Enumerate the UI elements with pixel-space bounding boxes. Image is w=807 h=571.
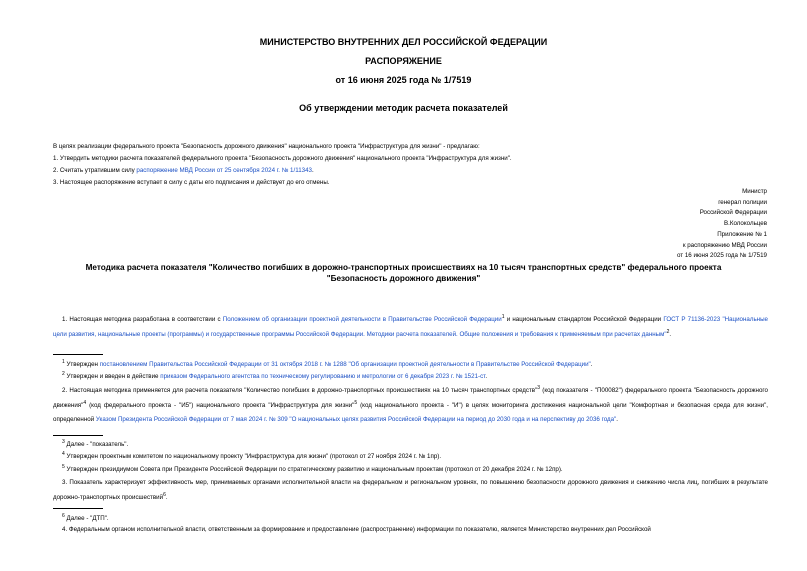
footnote-1-link[interactable]: постановлением Правительства Российской Федерации от 31 октября 2018 г. № 1288 "Об организации проектной деятельности в Правительстве Российской Федерации" — [99, 361, 591, 369]
gost-link[interactable]: ГОСТ Р 71136-2023 "Национальные цели развития, национальные проекты (программы) и государственные программы Российской Федерации. Методики расчета показателей. Общие положения и требования к применяемым при расчетах данным" — [53, 316, 768, 339]
footnote-ref-5[interactable]: 5 — [354, 400, 358, 407]
footnote-divider — [53, 354, 103, 355]
doc-date-number: от 16 июня 2025 года № 1/7519 — [335, 75, 472, 85]
decree-link[interactable]: Указом Президента Российской Федерации от 7 мая 2024 г. № 309 "О национальных целях развития Российской Федерации на период до 2030 года и на перспективу до 2036 года" — [95, 415, 617, 423]
footnote-divider — [53, 435, 103, 436]
ministry-heading: МИНИСТЕРСТВО ВНУТРЕННИХ ДЕЛ РОССИЙСКОЙ ФЕДЕРАЦИИ — [259, 37, 548, 47]
footnote-ref-1[interactable]: 1 — [501, 314, 505, 320]
footnote-2: $^2$ Утвержден и введен в действие приказом Федерального агентства по техническому регулированию и метрологии от 6 декабря 2023 г. № 1521-ст. — [62, 371, 488, 381]
paragraph-4: 4. Федеральным органом исполнительной власти, ответственным за формирование и предоставление (распространение) информации по показателю, является Министерство внутренних дел Российской — [62, 526, 651, 533]
order-item-3: 3. Настоящее распоряжение вступает в силу с даты его подписания и действует до его отмены. — [53, 179, 330, 186]
footnote-2-link[interactable]: приказом Федерального агентства по техническому регулированию и метрологии от 6 декабря 2023 г. № 1521-ст — [160, 373, 486, 381]
footnote-5: $^5$ Утвержден президиумом Совета при Президенте Российской Федерации по стратегическому развитию и национальным проектам (протокол от 20 декабря 2024 г. № 12пр). — [62, 464, 563, 474]
footnote-ref-2[interactable]: 2 — [666, 329, 670, 336]
method-title: Методика расчета показателя "Количество погибших в дорожно-транспортных происшествиях на 10 тысяч транспортных средств" федерального проекта "Безопасность дорожного движения" — [85, 263, 722, 283]
signature-country: Российской Федерации — [699, 209, 767, 217]
signature-block — [677, 187, 767, 262]
annex-date: от 16 июня 2025 года № 1/7519 — [676, 252, 767, 260]
footnote-4: $^4$ Утвержден проектным комитетом по национальному проекту "Инфраструктура для жизни" (протокол от 27 ноября 2024 г. № 1пр). — [62, 451, 442, 461]
paragraph-2: 2. Настоящая методика применяется для расчета показателя "Количество погибших в дорожно-транспортных происшествиях на 10 тысяч транспортных средств"$^3$ (код показателя - "П00082") федерального проекта "Безопасность дорожного движения"$^4$ (код федерального проекта - "И5") национального проекта "Инфраструктура для жизни"$^5$ (код национального проекта - "И") в целях мониторинга достижения национальной цели "Комфортная и безопасная среда для жизни", определенной Указом Президента Российской Федерации от 7 мая 2024 г. № 309 "О национальных целях развития Российской Федерации на период до 2030 года и на перспективу до 2036 года". — [53, 385, 768, 423]
preamble: В целях реализации федерального проекта "Безопасность дорожного движения" национального проекта "Инфраструктура для жизни" - предлагаю: — [53, 143, 480, 150]
annex-reference: к распоряжению МВД России — [682, 241, 767, 249]
signature-name: В.Колокольцев — [724, 220, 767, 228]
signature-position: Министр — [742, 188, 767, 195]
annex-number: Приложение № 1 — [717, 230, 767, 238]
footnote-3: $^3$ Далее - "показатель". — [62, 439, 129, 449]
footnote-divider — [53, 508, 103, 509]
paragraph-1: 1. Настоящая методика разработана в соответствии с Положением об организации проектной деятельности в Правительстве Российской Федерации$^1$ и национальным стандартом Российской Федерации ГОСТ Р 71136-2023 "Национальные цели развития, национальные проекты (программы) и государственные программы Российской Федерации. Методики расчета показателей. Общие положения и требования к применяемым при расчетах данным"$^2$. — [53, 314, 768, 339]
footnote-ref-6[interactable]: 6 — [163, 492, 166, 499]
order-item-2: 2. Считать утратившим силу распоряжение МВД России от 25 сентября 2024 г. № 1/11343. — [53, 167, 314, 174]
signature-rank: генерал полиции — [718, 198, 767, 206]
doc-title: Об утверждении методик расчета показателей — [299, 103, 508, 113]
doc-type-heading: РАСПОРЯЖЕНИЕ — [365, 56, 442, 66]
regulation-link[interactable]: Положением об организации проектной деятельности в Правительстве Российской Федерации — [222, 316, 502, 324]
footnote-1: $^1$ Утвержден постановлением Правительства Российской Федерации от 31 октября 2018 г. № 1288 "Об организации проектной деятельности в Правительстве Российской Федерации". — [62, 359, 593, 369]
order-item-1: 1. Утвердить методики расчета показателей федерального проекта "Безопасность дорожного движения" национального проекта "Инфраструктура для жизни". — [53, 155, 512, 162]
footnote-6: $^6$ Далее - "ДТП". — [62, 513, 109, 523]
paragraph-3: 3. Показатель характеризует эффективность мер, принимаемых органами исполнительной власти на федеральном и региональном уровнях, по повышению безопасности дорожного движения и снижению числа лиц, погибших в результате дорожно-транспортных происшествий$^6$. — [53, 479, 768, 502]
repealed-order-link[interactable]: распоряжение МВД России от 25 сентября 2024 г. № 1/11343 — [136, 167, 312, 174]
footnote-ref-4[interactable]: 4 — [83, 400, 87, 407]
footnote-ref-3[interactable]: 3 — [537, 385, 541, 391]
